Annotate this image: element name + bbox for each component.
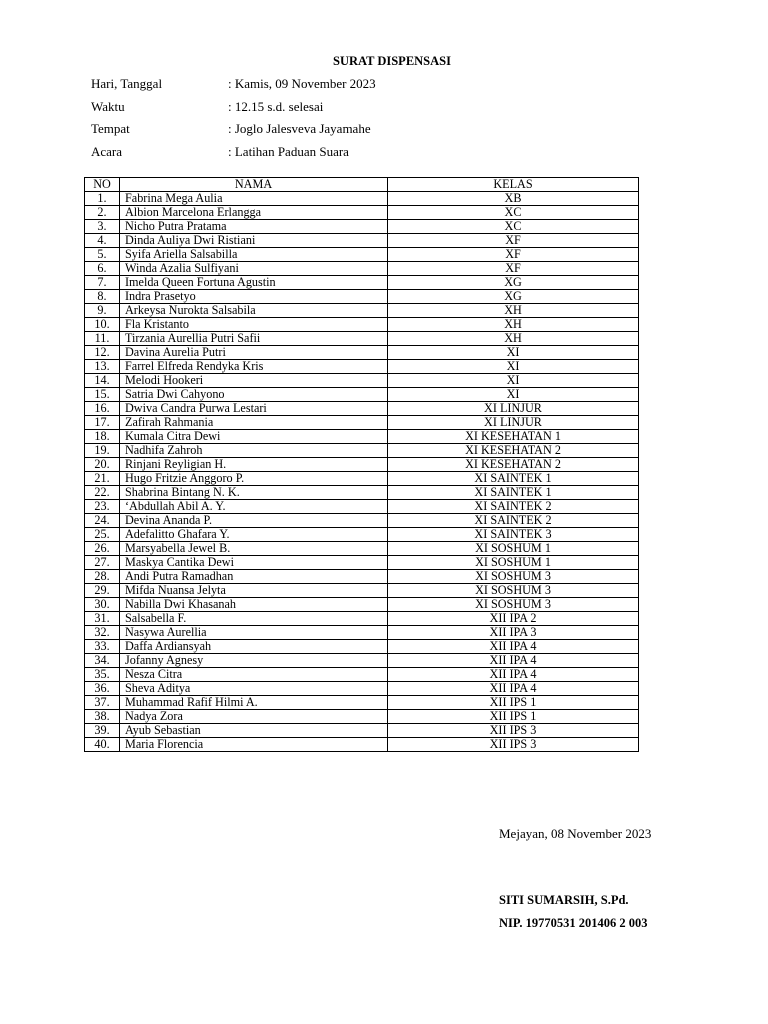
- cell-no: 26.: [85, 542, 120, 556]
- cell-nama: Marsyabella Jewel B.: [120, 542, 388, 556]
- cell-no: 19.: [85, 444, 120, 458]
- cell-no: 27.: [85, 556, 120, 570]
- table-row: [85, 570, 639, 584]
- info-value: : Joglo Jalesveva Jayamahe: [228, 121, 371, 136]
- table-row: [85, 374, 639, 388]
- table-row: [85, 332, 639, 346]
- table-row: [85, 556, 639, 570]
- cell-nama: Nadya Zora: [120, 710, 388, 724]
- cell-kelas: XII IPS 3: [388, 724, 639, 738]
- cell-kelas: XG: [388, 276, 639, 290]
- cell-kelas: XC: [388, 206, 639, 220]
- table-row: [85, 346, 639, 360]
- cell-nama: Salsabella F.: [120, 612, 388, 626]
- cell-kelas: XF: [388, 234, 639, 248]
- cell-no: 39.: [85, 724, 120, 738]
- cell-no: 9.: [85, 304, 120, 318]
- table-row: [85, 444, 639, 458]
- place-date: Mejayan, 08 November 2023: [499, 826, 652, 841]
- info-label: Hari, Tanggal: [91, 76, 163, 91]
- table-row: [85, 458, 639, 472]
- info-label: Tempat: [91, 121, 130, 136]
- cell-kelas: XH: [388, 304, 639, 318]
- cell-nama: Melodi Hookeri: [120, 374, 388, 388]
- cell-kelas: XI SAINTEK 2: [388, 514, 639, 528]
- cell-nama: Rinjani Reyligian H.: [120, 458, 388, 472]
- header-no: NO: [85, 178, 120, 192]
- cell-no: 29.: [85, 584, 120, 598]
- cell-kelas: XG: [388, 290, 639, 304]
- cell-nama: Maskya Cantika Dewi: [120, 556, 388, 570]
- cell-no: 5.: [85, 248, 120, 262]
- table-row: [85, 514, 639, 528]
- cell-nama: Mifda Nuansa Jelyta: [120, 584, 388, 598]
- cell-nama: Fla Kristanto: [120, 318, 388, 332]
- info-label: Waktu: [91, 98, 125, 114]
- signer-name: SITI SUMARSIH, S.Pd.: [499, 893, 629, 907]
- cell-kelas: XI: [388, 388, 639, 402]
- cell-no: 34.: [85, 654, 120, 668]
- table-row: [85, 738, 639, 752]
- table-row: [85, 416, 639, 430]
- cell-nama: Kumala Citra Dewi: [120, 430, 388, 444]
- cell-kelas: XI SAINTEK 1: [388, 472, 639, 486]
- cell-nama: Dwiva Candra Purwa Lestari: [120, 402, 388, 416]
- cell-kelas: XII IPA 3: [388, 626, 639, 640]
- cell-nama: Devina Ananda P.: [120, 514, 388, 528]
- cell-nama: Tirzania Aurellia Putri Safii: [120, 332, 388, 346]
- table-row: [85, 248, 639, 262]
- cell-kelas: XF: [388, 248, 639, 262]
- cell-no: 23.: [85, 500, 120, 514]
- cell-nama: Imelda Queen Fortuna Agustin: [120, 276, 388, 290]
- cell-no: 8.: [85, 290, 120, 304]
- cell-kelas: XI KESEHATAN 2: [388, 458, 639, 472]
- cell-no: 37.: [85, 696, 120, 710]
- cell-kelas: XI SOSHUM 1: [388, 542, 639, 556]
- cell-kelas: XII IPA 4: [388, 640, 639, 654]
- cell-nama: Daffa Ardiansyah: [120, 640, 388, 654]
- cell-no: 33.: [85, 640, 120, 654]
- cell-nama: Nesza Citra: [120, 668, 388, 682]
- table-row: [85, 724, 639, 738]
- cell-nama: Davina Aurelia Putri: [120, 346, 388, 360]
- cell-no: 21.: [85, 472, 120, 486]
- cell-kelas: XI SAINTEK 1: [388, 486, 639, 500]
- table-row: [85, 290, 639, 304]
- cell-nama: Fabrina Mega Aulia: [120, 192, 388, 206]
- table-row: [85, 304, 639, 318]
- cell-kelas: XI SAINTEK 2: [388, 500, 639, 514]
- cell-nama: Ayub Sebastian: [120, 724, 388, 738]
- cell-nama: Albion Marcelona Erlangga: [120, 206, 388, 220]
- cell-kelas: XI KESEHATAN 2: [388, 444, 639, 458]
- cell-nama: Nabilla Dwi Khasanah: [120, 598, 388, 612]
- cell-nama: Shabrina Bintang N. K.: [120, 486, 388, 500]
- cell-kelas: XH: [388, 332, 639, 346]
- cell-kelas: XI SOSHUM 3: [388, 598, 639, 612]
- table-row: [85, 472, 639, 486]
- table-row: [85, 500, 639, 514]
- cell-no: 22.: [85, 486, 120, 500]
- cell-kelas: XF: [388, 262, 639, 276]
- cell-kelas: XI: [388, 346, 639, 360]
- table-row: [85, 668, 639, 682]
- cell-nama: Zafirah Rahmania: [120, 416, 388, 430]
- cell-no: 12.: [85, 346, 120, 360]
- cell-no: 17.: [85, 416, 120, 430]
- cell-no: 4.: [85, 234, 120, 248]
- cell-no: 6.: [85, 262, 120, 276]
- table-row: [85, 206, 639, 220]
- table-row: [85, 598, 639, 612]
- header-nama: NAMA: [120, 178, 388, 192]
- cell-nama: Satria Dwi Cahyono: [120, 388, 388, 402]
- cell-no: 40.: [85, 738, 120, 752]
- header-kelas: KELAS: [388, 178, 639, 192]
- table-row: [85, 640, 639, 654]
- cell-no: 13.: [85, 360, 120, 374]
- cell-no: 10.: [85, 318, 120, 332]
- cell-no: 35.: [85, 668, 120, 682]
- cell-nama: Arkeysa Nurokta Salsabila: [120, 304, 388, 318]
- cell-nama: ‘Abdullah Abil A. Y.: [120, 500, 388, 514]
- cell-nama: Nadhifa Zahroh: [120, 444, 388, 458]
- cell-kelas: XI SOSHUM 1: [388, 556, 639, 570]
- table-row: [85, 220, 639, 234]
- cell-kelas: XII IPS 3: [388, 738, 639, 752]
- table-row: [85, 696, 639, 710]
- cell-no: 36.: [85, 682, 120, 696]
- cell-nama: Jofanny Agnesy: [120, 654, 388, 668]
- cell-nama: Farrel Elfreda Rendyka Kris: [120, 360, 388, 374]
- cell-nama: Sheva Aditya: [120, 682, 388, 696]
- cell-nama: Hugo Fritzie Anggoro P.: [120, 472, 388, 486]
- cell-kelas: XI LINJUR: [388, 402, 639, 416]
- table-row: [85, 262, 639, 276]
- table-row: [85, 402, 639, 416]
- table-row: [85, 360, 639, 374]
- table-row: [85, 654, 639, 668]
- cell-nama: Winda Azalia Sulfiyani: [120, 262, 388, 276]
- cell-nama: Adefalitto Ghafara Y.: [120, 528, 388, 542]
- cell-kelas: XI SAINTEK 3: [388, 528, 639, 542]
- cell-no: 1.: [85, 192, 120, 206]
- cell-no: 14.: [85, 374, 120, 388]
- cell-kelas: XI SOSHUM 3: [388, 570, 639, 584]
- cell-kelas: XI: [388, 360, 639, 374]
- cell-kelas: XI: [388, 374, 639, 388]
- table-row: [85, 388, 639, 402]
- cell-nama: Muhammad Rafif Hilmi A.: [120, 696, 388, 710]
- cell-nama: Nicho Putra Pratama: [120, 220, 388, 234]
- cell-no: 20.: [85, 458, 120, 472]
- table-row: [85, 682, 639, 696]
- cell-nama: Maria Florencia: [120, 738, 388, 752]
- table-header-row: [85, 178, 639, 192]
- cell-nama: Andi Putra Ramadhan: [120, 570, 388, 584]
- table-row: [85, 430, 639, 444]
- cell-kelas: XII IPS 1: [388, 696, 639, 710]
- cell-kelas: XII IPA 4: [388, 682, 639, 696]
- cell-kelas: XC: [388, 220, 639, 234]
- cell-no: 3.: [85, 220, 120, 234]
- table-row: [85, 192, 639, 206]
- cell-no: 11.: [85, 332, 120, 346]
- cell-kelas: XH: [388, 318, 639, 332]
- signer-nip: NIP. 19770531 201406 2 003: [499, 916, 648, 930]
- cell-no: 32.: [85, 626, 120, 640]
- cell-nama: Syifa Ariella Salsabilla: [120, 248, 388, 262]
- cell-no: 7.: [85, 276, 120, 290]
- table-row: [85, 584, 639, 598]
- cell-no: 15.: [85, 388, 120, 402]
- cell-kelas: XII IPS 1: [388, 710, 639, 724]
- cell-no: 18.: [85, 430, 120, 444]
- table-row: [85, 276, 639, 290]
- cell-nama: Dinda Auliya Dwi Ristiani: [120, 234, 388, 248]
- table-row: [85, 318, 639, 332]
- cell-nama: Nasywa Aurellia: [120, 626, 388, 640]
- info-value: : Kamis, 09 November 2023: [228, 76, 376, 91]
- cell-no: 2.: [85, 206, 120, 220]
- cell-no: 25.: [85, 528, 120, 542]
- cell-no: 30.: [85, 598, 120, 612]
- cell-no: 16.: [85, 402, 120, 416]
- table-body: [85, 192, 639, 752]
- table-row: [85, 710, 639, 724]
- cell-kelas: XI LINJUR: [388, 416, 639, 430]
- table-row: [85, 486, 639, 500]
- table-row: [85, 234, 639, 248]
- cell-kelas: XB: [388, 192, 639, 206]
- table-row: [85, 626, 639, 640]
- cell-kelas: XII IPA 2: [388, 612, 639, 626]
- table-row: [85, 612, 639, 626]
- document-title: SURAT DISPENSASI: [333, 54, 451, 68]
- cell-kelas: XII IPA 4: [388, 654, 639, 668]
- student-table: [84, 177, 639, 752]
- info-label: Acara: [91, 143, 123, 159]
- table-row: [85, 528, 639, 542]
- cell-no: 24.: [85, 514, 120, 528]
- info-value: : 12.15 s.d. selesai: [228, 98, 324, 114]
- cell-kelas: XI KESEHATAN 1: [388, 430, 639, 444]
- table-row: [85, 542, 639, 556]
- cell-kelas: XI SOSHUM 3: [388, 584, 639, 598]
- info-value: : Latihan Paduan Suara: [228, 143, 349, 159]
- cell-kelas: XII IPA 4: [388, 668, 639, 682]
- cell-no: 28.: [85, 570, 120, 584]
- cell-nama: Indra Prasetyo: [120, 290, 388, 304]
- cell-no: 31.: [85, 612, 120, 626]
- cell-no: 38.: [85, 710, 120, 724]
